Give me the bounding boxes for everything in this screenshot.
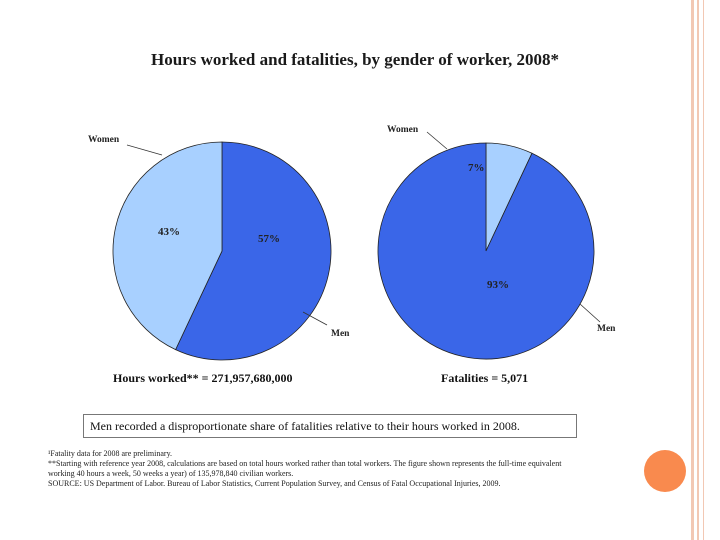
pie-slice-name: Women [387, 125, 419, 135]
hours-worked-pie [88, 135, 350, 360]
finding-box [83, 414, 577, 438]
pie-slice-name: Men [331, 329, 350, 339]
footnote-hours: **Starting with reference year 2008, calculations are based on total hours worked rather than total workers. The figure shown represents the full-time equivalent [48, 459, 562, 468]
pie-slice-name: Women [88, 135, 120, 145]
chart-title: Hours worked and fatalities, by gender of worker, 2008* [151, 50, 559, 69]
pie-percent-label: 7% [468, 162, 485, 174]
finding-text: Men recorded a disproportionate share of fatalities relative to their hours worked in 2008. [90, 419, 520, 433]
hours-worked-caption: Hours worked** = 271,957,680,000 [113, 371, 293, 385]
pie-percent-label: 57% [258, 233, 280, 245]
pie-percent-label: 43% [158, 226, 180, 238]
fatalities-pie [378, 125, 616, 359]
footnotes [48, 449, 638, 489]
footnote-source: SOURCE: US Department of Labor. Bureau of Labor Statistics, Current Population Survey, and Census of Fatal Occupational Injuries, 2009. [48, 479, 501, 488]
pie-slice-name: Men [597, 324, 616, 334]
pie-percent-label: 93% [487, 279, 509, 291]
fatalities-caption: Fatalities = 5,071 [441, 371, 529, 385]
leader-line [580, 304, 600, 322]
pie-slice-men [378, 143, 594, 359]
leader-line [127, 145, 162, 155]
footnote-hours-cont: working 40 hours a week, 50 weeks a year) of 135,978,840 civilian workers. [48, 469, 294, 478]
footnote-fatality: ¹Fatality data for 2008 are preliminary. [48, 449, 173, 458]
leader-line [427, 132, 447, 149]
